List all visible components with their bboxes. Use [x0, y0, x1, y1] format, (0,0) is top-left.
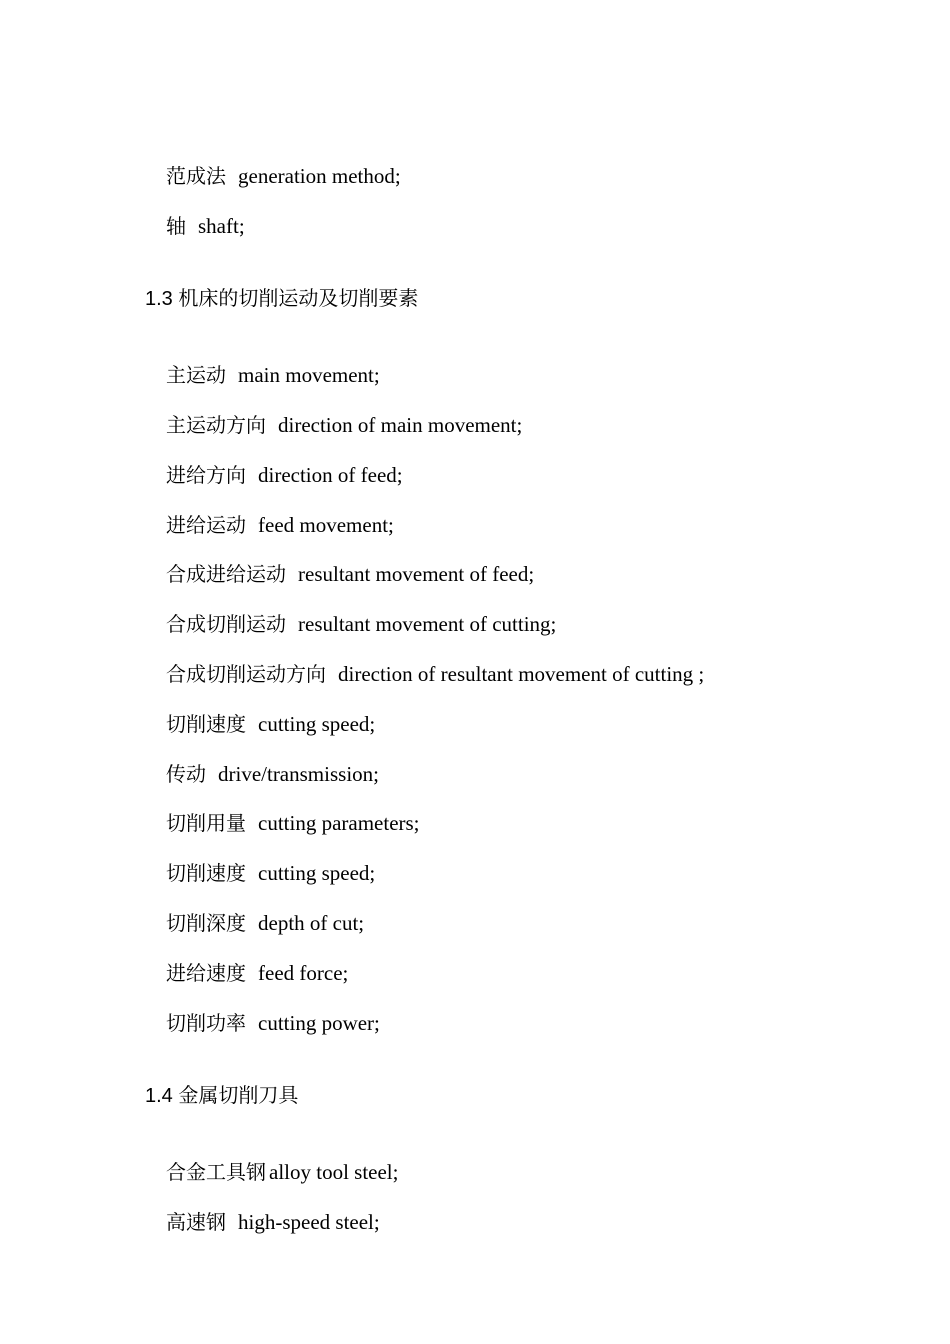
term-english: cutting speed;	[258, 712, 376, 736]
term-chinese: 进给运动	[166, 513, 246, 537]
term-english: direction of resultant movement of cutting ;	[338, 662, 705, 686]
term-english: direction of feed;	[258, 463, 403, 487]
term-chinese: 切削深度	[166, 911, 246, 935]
term-chinese: 进给速度	[166, 961, 246, 985]
term-english: direction of main movement;	[278, 413, 523, 437]
term-english: generation method;	[238, 164, 401, 188]
term-english: cutting speed;	[258, 861, 376, 885]
term-english: feed force;	[258, 961, 349, 985]
term-chinese: 合成切削运动	[166, 612, 286, 636]
term-chinese: 切削功率	[166, 1011, 246, 1035]
term-english: high-speed steel;	[238, 1210, 380, 1234]
term-chinese: 切削速度	[166, 861, 246, 885]
term-english: shaft;	[198, 214, 245, 238]
term-line	[145, 187, 245, 265]
term-chinese: 合成进给运动	[166, 562, 286, 586]
term-english: alloy tool steel;	[269, 1160, 399, 1184]
term-chinese: 合成切削运动方向	[166, 662, 326, 686]
term-chinese: 范成法	[166, 164, 226, 188]
term-chinese: 主运动方向	[166, 413, 266, 437]
term-line	[145, 1183, 380, 1261]
term-chinese: 切削用量	[166, 811, 246, 835]
term-english: resultant movement of feed;	[298, 562, 535, 586]
term-english: cutting power;	[258, 1011, 380, 1035]
term-chinese: 轴	[166, 214, 186, 238]
term-english: drive/transmission;	[218, 762, 379, 786]
term-chinese: 切削速度	[166, 712, 246, 736]
term-english: main movement;	[238, 363, 380, 387]
section-heading-1-3: 1.3 机床的切削运动及切削要素	[145, 288, 419, 310]
term-chinese: 主运动	[166, 363, 226, 387]
term-english: depth of cut;	[258, 911, 365, 935]
term-english: cutting parameters;	[258, 811, 420, 835]
term-chinese: 进给方向	[166, 463, 246, 487]
term-chinese: 高速钢	[166, 1210, 226, 1234]
term-english: feed movement;	[258, 513, 394, 537]
section-heading-1-4: 1.4 金属切削刀具	[145, 1085, 299, 1107]
term-chinese: 传动	[166, 762, 206, 786]
term-line	[145, 984, 380, 1062]
term-english: resultant movement of cutting;	[298, 612, 557, 636]
term-chinese: 合金工具钢	[166, 1160, 266, 1184]
